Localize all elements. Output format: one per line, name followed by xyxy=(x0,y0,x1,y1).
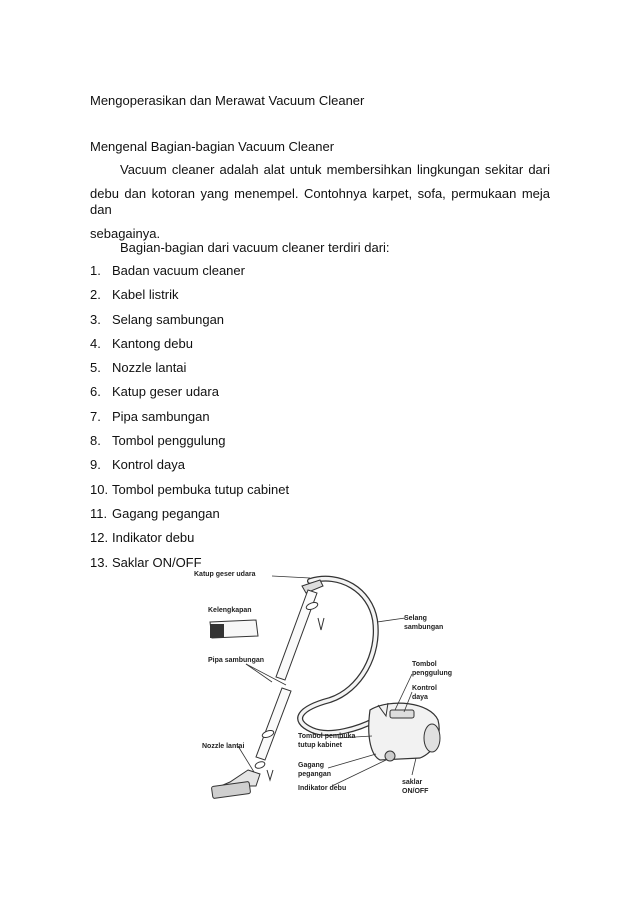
wand-lower xyxy=(256,688,291,760)
intro-paragraph xyxy=(90,162,550,242)
item-number: 13. xyxy=(90,554,109,570)
item-label: Kantong debu xyxy=(112,335,193,351)
list-item xyxy=(90,457,289,481)
item-number: 12. xyxy=(90,530,109,546)
list-item xyxy=(90,433,289,457)
label-pembuka-1: Tombol pembuka xyxy=(298,733,356,740)
item-label: Kabel listrik xyxy=(112,287,179,303)
list-item xyxy=(90,384,289,408)
label-katup: Katup geser udara xyxy=(194,571,256,578)
list-item xyxy=(90,336,289,360)
label-saklar-1: saklar xyxy=(402,779,423,786)
label-indikator: Indikator debu xyxy=(298,785,347,792)
label-gagang-1: Gagang xyxy=(298,762,325,769)
parts-intro: Bagian-bagian dari vacuum cleaner terdiri dari: xyxy=(120,240,390,255)
item-label: Nozzle lantai xyxy=(112,360,187,376)
list-item xyxy=(90,482,289,506)
label-saklar-2: ON/OFF xyxy=(402,788,429,795)
item-label: Pipa sambungan xyxy=(112,408,210,424)
list-item xyxy=(90,409,289,433)
vacuum-cleaner-diagram xyxy=(190,560,460,820)
item-number: 3. xyxy=(90,311,101,327)
intro-line-1: Vacuum cleaner adalah alat untuk membersihkan lingkungan sekitar dari xyxy=(120,162,550,177)
list-item xyxy=(90,506,289,530)
item-number: 9. xyxy=(90,457,101,473)
item-label: Selang sambungan xyxy=(112,311,225,327)
document-title: Mengoperasikan dan Merawat Vacuum Cleaner xyxy=(90,93,365,108)
label-pipa: Pipa sambungan xyxy=(208,657,265,664)
item-number: 10. xyxy=(90,481,109,497)
item-number: 7. xyxy=(90,408,101,424)
item-number: 2. xyxy=(90,287,101,303)
label-nozzle: Nozzle lantai xyxy=(202,743,245,750)
intro-line-3: sebagainya. xyxy=(90,226,161,241)
label-pembuka-2: tutup kabinet xyxy=(298,742,342,749)
list-item xyxy=(90,530,289,554)
item-label: Kontrol daya xyxy=(112,457,185,473)
list-item xyxy=(90,263,289,287)
list-item xyxy=(90,360,289,384)
parts-list xyxy=(90,263,289,579)
intro-line-2: debu dan kotoran yang menempel. Contohnya karpet, sofa, permukaan meja dan xyxy=(90,186,550,217)
item-label: Indikator debu xyxy=(112,530,195,546)
section-title: Mengenal Bagian-bagian Vacuum Cleaner xyxy=(90,139,335,154)
label-gagang-2: pegangan xyxy=(298,771,332,778)
item-label: Gagang pegangan xyxy=(112,505,220,521)
label-tombol-penggulung-2: penggulung xyxy=(412,670,453,677)
item-number: 6. xyxy=(90,384,101,400)
item-label: Tombol pembuka tutup cabinet xyxy=(112,481,290,497)
item-label: Badan vacuum cleaner xyxy=(112,263,245,278)
item-number: 8. xyxy=(90,433,101,449)
label-selang-1: Selang xyxy=(404,615,427,622)
list-item xyxy=(90,312,289,336)
label-tombol-penggulung-1: Tombol xyxy=(412,661,437,668)
item-label: Saklar ON/OFF xyxy=(112,554,202,570)
list-item xyxy=(90,287,289,311)
item-number: 11. xyxy=(90,505,108,521)
item-number: 4. xyxy=(90,335,101,351)
item-label: Katup geser udara xyxy=(112,384,219,400)
item-number: 5. xyxy=(90,360,101,376)
item-number: 1. xyxy=(90,263,101,278)
label-kontrol-1: Kontrol xyxy=(412,685,437,692)
label-kelengkapan: Kelengkapan xyxy=(208,607,252,614)
item-label: Tombol penggulung xyxy=(112,433,226,449)
label-kontrol-2: daya xyxy=(412,694,428,701)
label-selang-2: sambungan xyxy=(404,624,444,631)
